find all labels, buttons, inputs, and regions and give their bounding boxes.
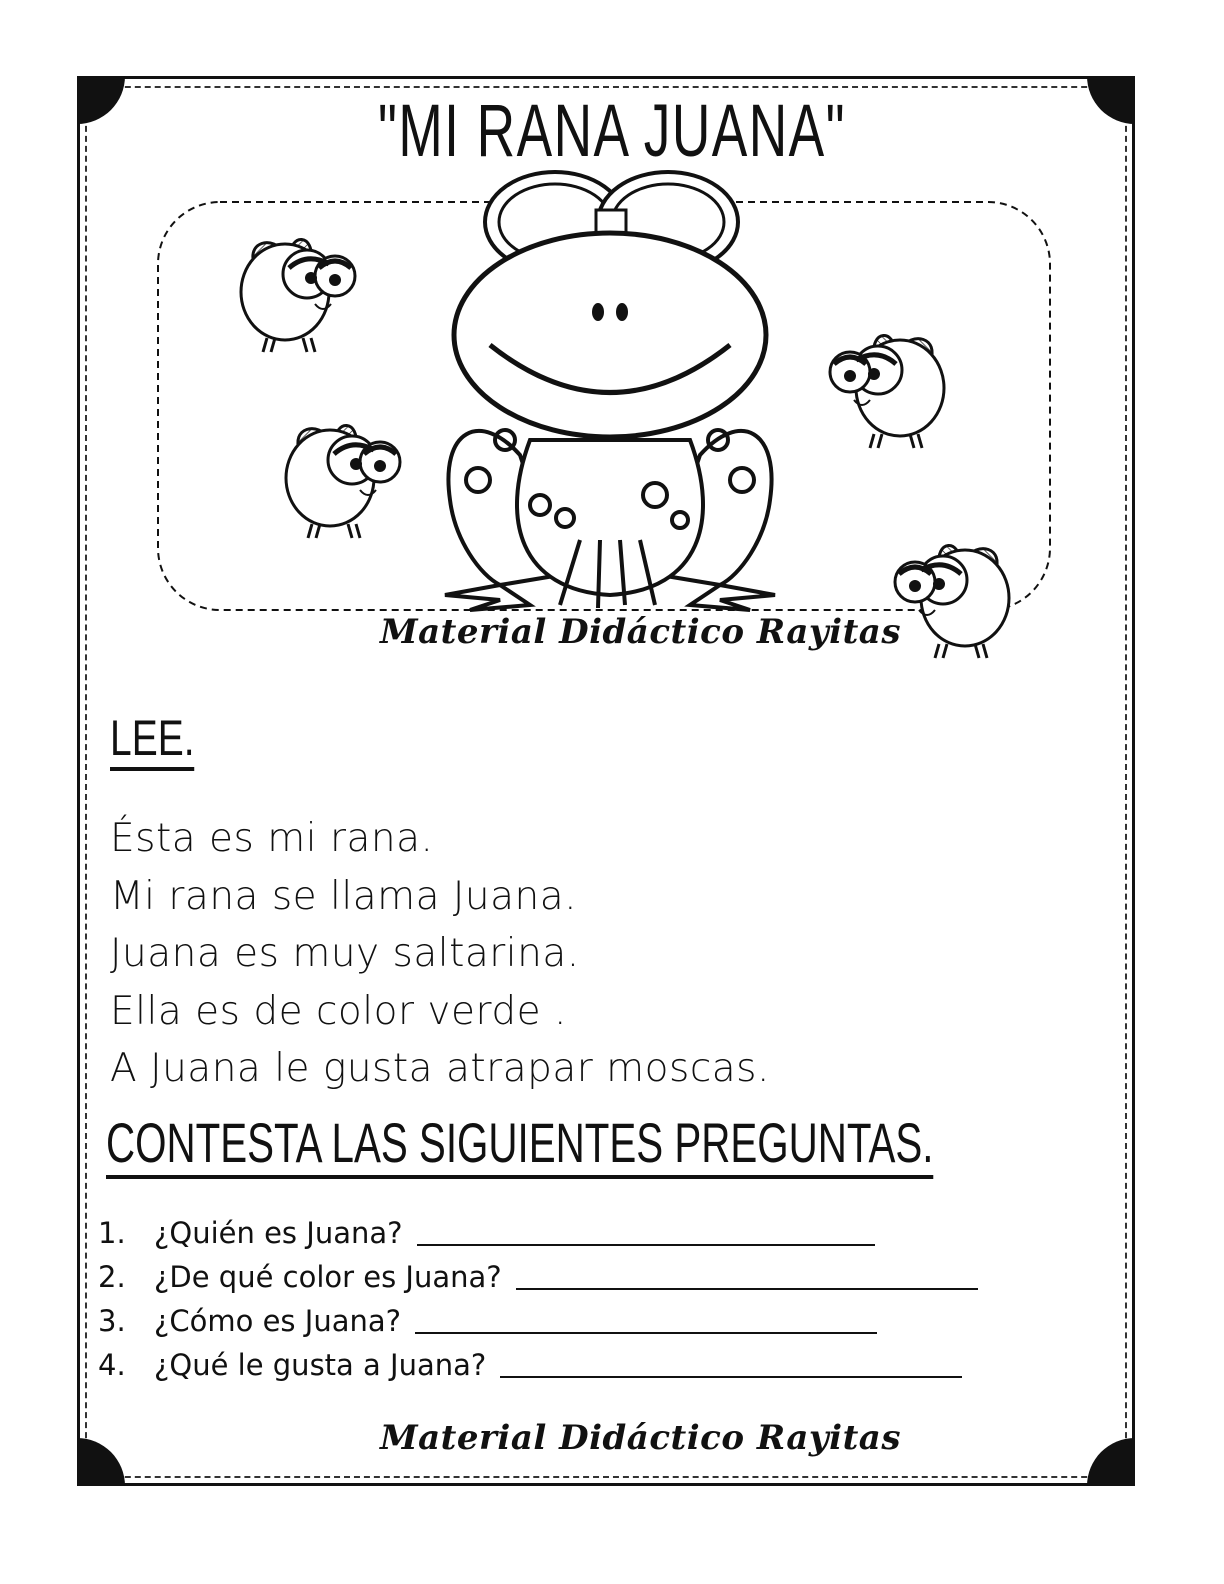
question-text: ¿Quién es Juana? bbox=[154, 1216, 403, 1250]
brand-watermark-bottom: Material Didáctico Rayitas bbox=[380, 1418, 901, 1458]
question-item bbox=[98, 1206, 978, 1250]
question-item bbox=[98, 1338, 978, 1382]
worksheet-title: "MI RANA JUANA" bbox=[378, 89, 846, 172]
answer-line[interactable] bbox=[500, 1375, 962, 1378]
answer-line[interactable] bbox=[415, 1331, 877, 1334]
story-line: A Juana le gusta atrapar moscas. bbox=[110, 1046, 770, 1091]
question-text: ¿De qué color es Juana? bbox=[154, 1260, 502, 1294]
questions-heading: CONTESTA LAS SIGUIENTES PREGUNTAS. bbox=[106, 1114, 933, 1179]
answer-line[interactable] bbox=[516, 1287, 978, 1290]
story-line: Ella es de color verde . bbox=[110, 988, 567, 1034]
story-text bbox=[110, 810, 770, 1098]
questions-list bbox=[98, 1206, 978, 1382]
question-item bbox=[98, 1250, 978, 1294]
question-number: 1. bbox=[98, 1216, 126, 1250]
question-item bbox=[98, 1294, 978, 1338]
question-text: ¿Qué le gusta a Juana? bbox=[154, 1348, 487, 1382]
read-heading: LEE. bbox=[110, 712, 195, 771]
brand-watermark-top: Material Didáctico Rayitas bbox=[380, 612, 901, 652]
question-text: ¿Cómo es Juana? bbox=[154, 1304, 402, 1338]
question-number: 3. bbox=[98, 1304, 126, 1338]
question-number: 2. bbox=[98, 1260, 126, 1294]
frog-illustration bbox=[0, 0, 1224, 700]
answer-line[interactable] bbox=[417, 1243, 875, 1246]
story-line: Ésta es mi rana. bbox=[110, 816, 434, 861]
story-line: Mi rana se llama Juana. bbox=[110, 873, 578, 919]
story-line: Juana es muy saltarina. bbox=[110, 931, 580, 976]
question-number: 4. bbox=[98, 1348, 126, 1382]
